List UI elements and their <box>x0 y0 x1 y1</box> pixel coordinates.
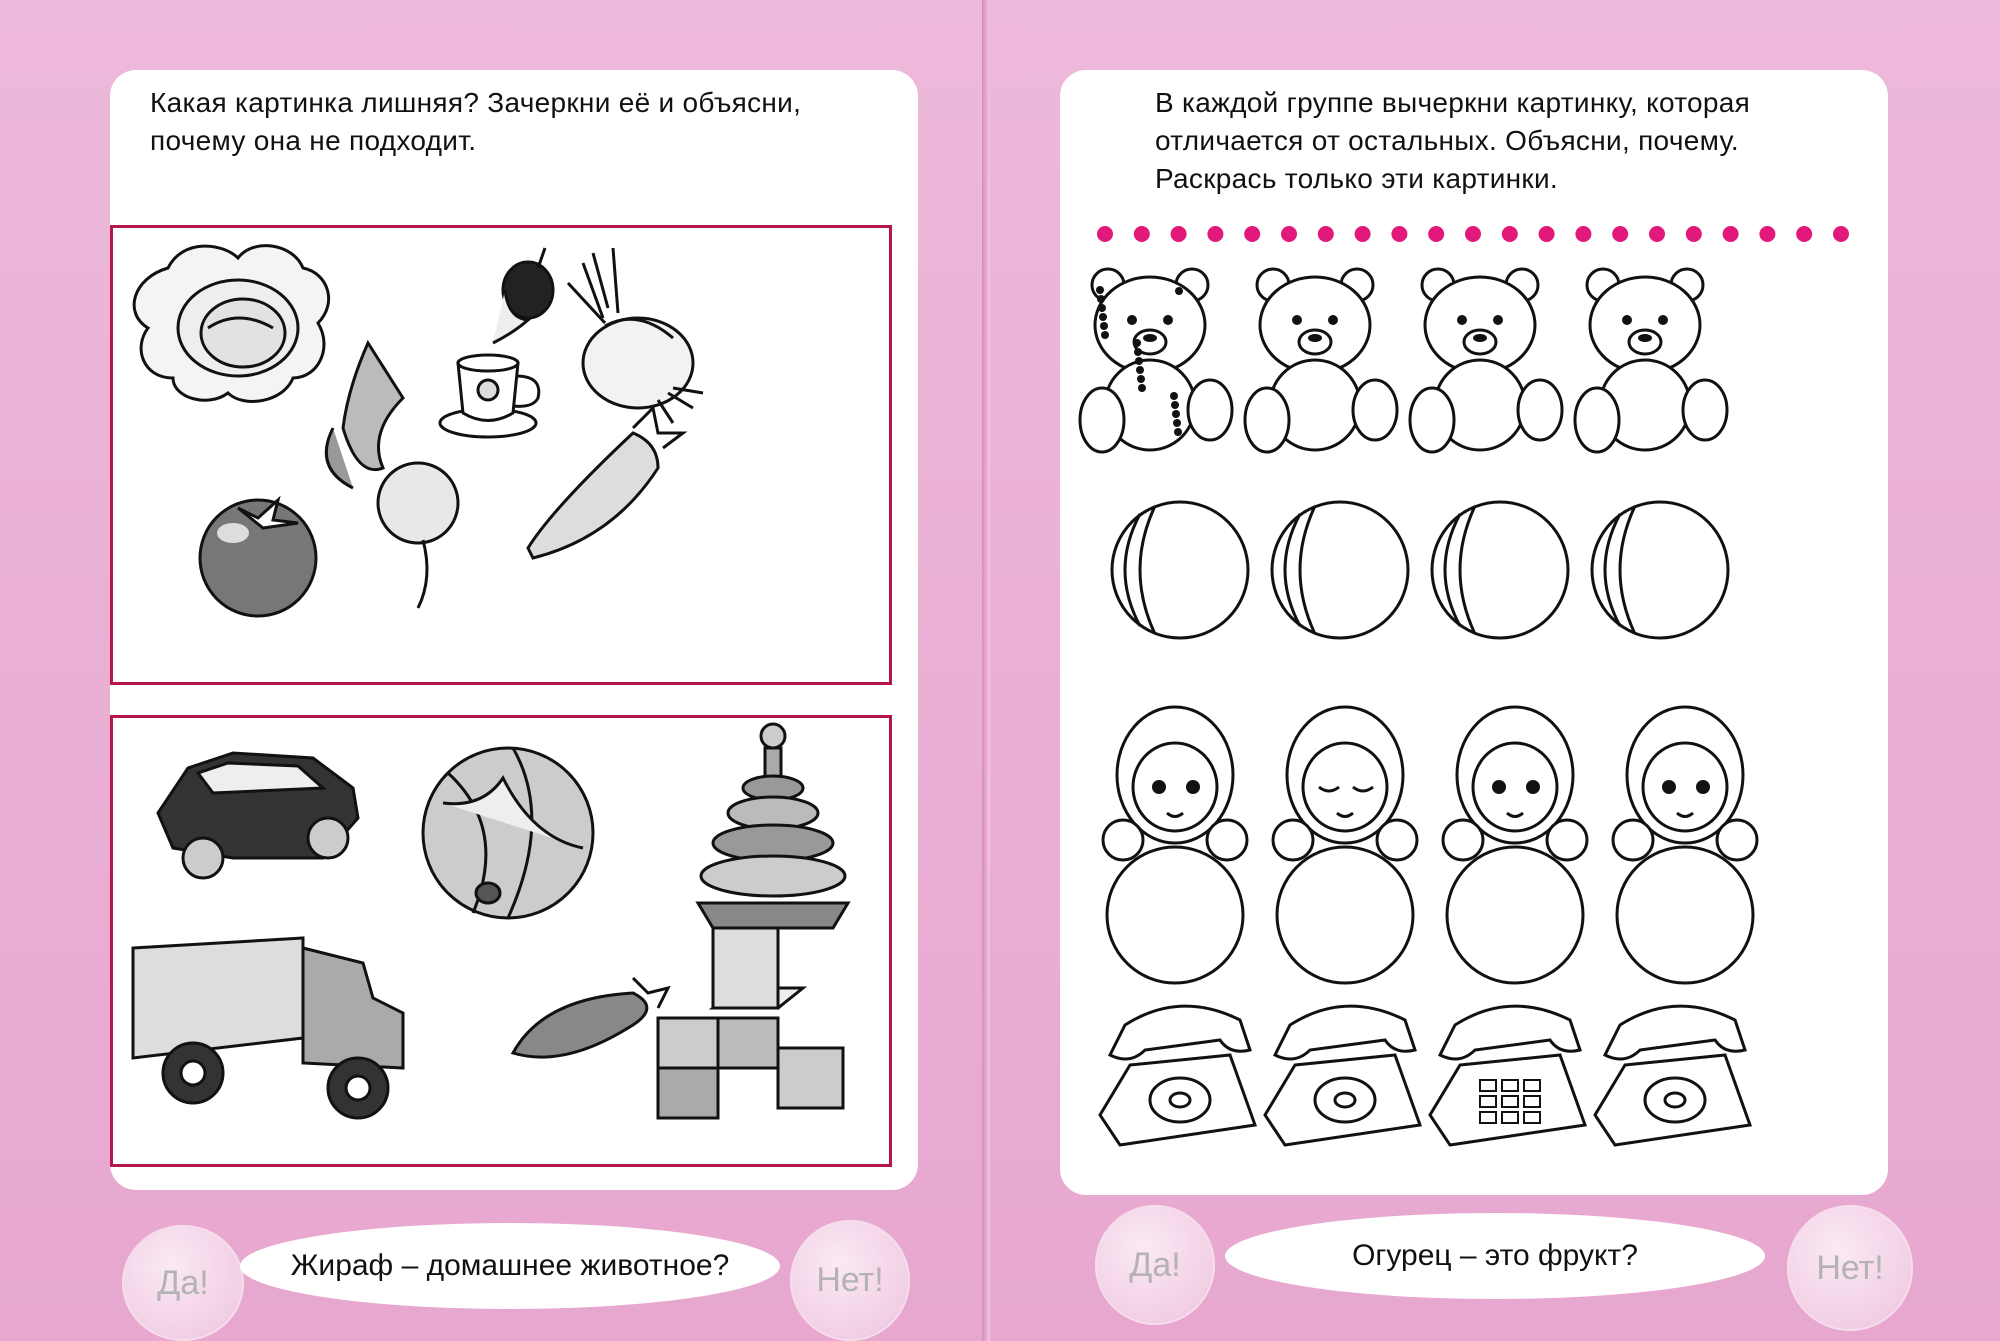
divider-dot <box>1465 226 1481 242</box>
divider-dot <box>1244 226 1260 242</box>
right-question-text: Огурец – это фрукт? <box>1352 1239 1638 1272</box>
right-instruction-line-2: отличается от остальных. Объясни, почему. <box>1155 125 1740 156</box>
phones-group <box>1100 1006 1750 1145</box>
groups-pictures <box>1070 260 1890 1160</box>
right-yes-label: Да! <box>1129 1245 1181 1284</box>
balls-group <box>1112 502 1728 638</box>
divider-dot <box>1355 226 1371 242</box>
left-question-text: Жираф – домашнее животное? <box>290 1249 730 1282</box>
dot-divider <box>1095 224 1855 244</box>
right-question <box>1225 1213 1765 1299</box>
toy-ball-icon[interactable] <box>1432 502 1568 638</box>
left-question <box>240 1223 780 1309</box>
roly-poly-doll-icon[interactable] <box>1273 707 1417 983</box>
cup-icon[interactable] <box>440 355 539 437</box>
car-icon[interactable] <box>158 753 358 878</box>
roly-poly-doll-icon[interactable] <box>1103 707 1247 983</box>
telephone-icon[interactable] <box>1265 1006 1420 1145</box>
roly-poly-doll-icon[interactable] <box>1613 707 1757 983</box>
divider-dot <box>1612 226 1628 242</box>
right-instruction <box>1155 84 1750 198</box>
divider-dot <box>1833 226 1849 242</box>
divider-dot <box>1502 226 1518 242</box>
carrot-icon[interactable] <box>528 408 683 558</box>
divider-dot <box>1318 226 1334 242</box>
divider-dot <box>1796 226 1812 242</box>
divider-dot <box>1575 226 1591 242</box>
divider-dot <box>1134 226 1150 242</box>
bear-icon[interactable] <box>1410 269 1562 452</box>
divider-dot <box>1391 226 1407 242</box>
divider-dot <box>1281 226 1297 242</box>
beet-icon[interactable] <box>326 343 458 608</box>
toy-ball-icon[interactable] <box>1592 502 1728 638</box>
blocks-icon[interactable] <box>658 928 843 1118</box>
radish-icon[interactable] <box>493 248 553 343</box>
divider-dot <box>1171 226 1187 242</box>
left-instruction <box>150 84 801 160</box>
bear-icon[interactable] <box>1575 269 1727 452</box>
truck-icon[interactable] <box>133 938 403 1118</box>
left-page <box>0 0 990 1341</box>
right-no-label: Нет! <box>1816 1248 1884 1287</box>
left-instruction-line-1: Какая картинка лишняя? Зачеркни её и объясни, <box>150 87 802 118</box>
left-instruction-line-2: почему она не подходит. <box>150 125 477 156</box>
divider-dot <box>1759 226 1775 242</box>
toys-pictures <box>113 718 889 1164</box>
divider-dot <box>1649 226 1665 242</box>
left-yes-button[interactable] <box>122 1225 244 1341</box>
dolls-group <box>1103 707 1757 983</box>
left-no-label: Нет! <box>816 1261 884 1299</box>
tomato-icon[interactable] <box>200 500 316 616</box>
divider-dot <box>1097 226 1113 242</box>
divider-dot <box>1428 226 1444 242</box>
divider-dot <box>1539 226 1555 242</box>
telephone-icon[interactable] <box>1595 1006 1750 1145</box>
divider-dot <box>1723 226 1739 242</box>
bear-icon[interactable] <box>1245 269 1397 452</box>
right-instruction-line-3: Раскрась только эти картинки. <box>1155 163 1558 194</box>
right-instruction-line-1: В каждой группе вычеркни картинку, которая <box>1155 87 1751 118</box>
pyramid-toy-icon[interactable] <box>698 724 848 928</box>
divider-dot <box>1207 226 1223 242</box>
right-yes-button[interactable] <box>1095 1205 1215 1325</box>
cucumber-icon[interactable] <box>513 978 668 1057</box>
vegetables-pictures <box>113 228 889 682</box>
ball-icon[interactable] <box>423 748 593 918</box>
cabbage-icon[interactable] <box>134 246 329 402</box>
telephone-icon[interactable] <box>1100 1006 1255 1145</box>
bears-group <box>1080 269 1727 452</box>
toy-ball-icon[interactable] <box>1112 502 1248 638</box>
divider-dot <box>1686 226 1702 242</box>
onion-icon[interactable] <box>568 248 703 423</box>
left-no-button[interactable] <box>790 1220 910 1341</box>
telephone-icon[interactable] <box>1430 1006 1585 1145</box>
right-page <box>990 0 2000 1341</box>
right-no-button[interactable] <box>1787 1205 1913 1331</box>
roly-poly-doll-icon[interactable] <box>1443 707 1587 983</box>
toy-ball-icon[interactable] <box>1272 502 1408 638</box>
left-yes-label: Да! <box>157 1263 209 1302</box>
bear-icon[interactable] <box>1080 269 1232 452</box>
